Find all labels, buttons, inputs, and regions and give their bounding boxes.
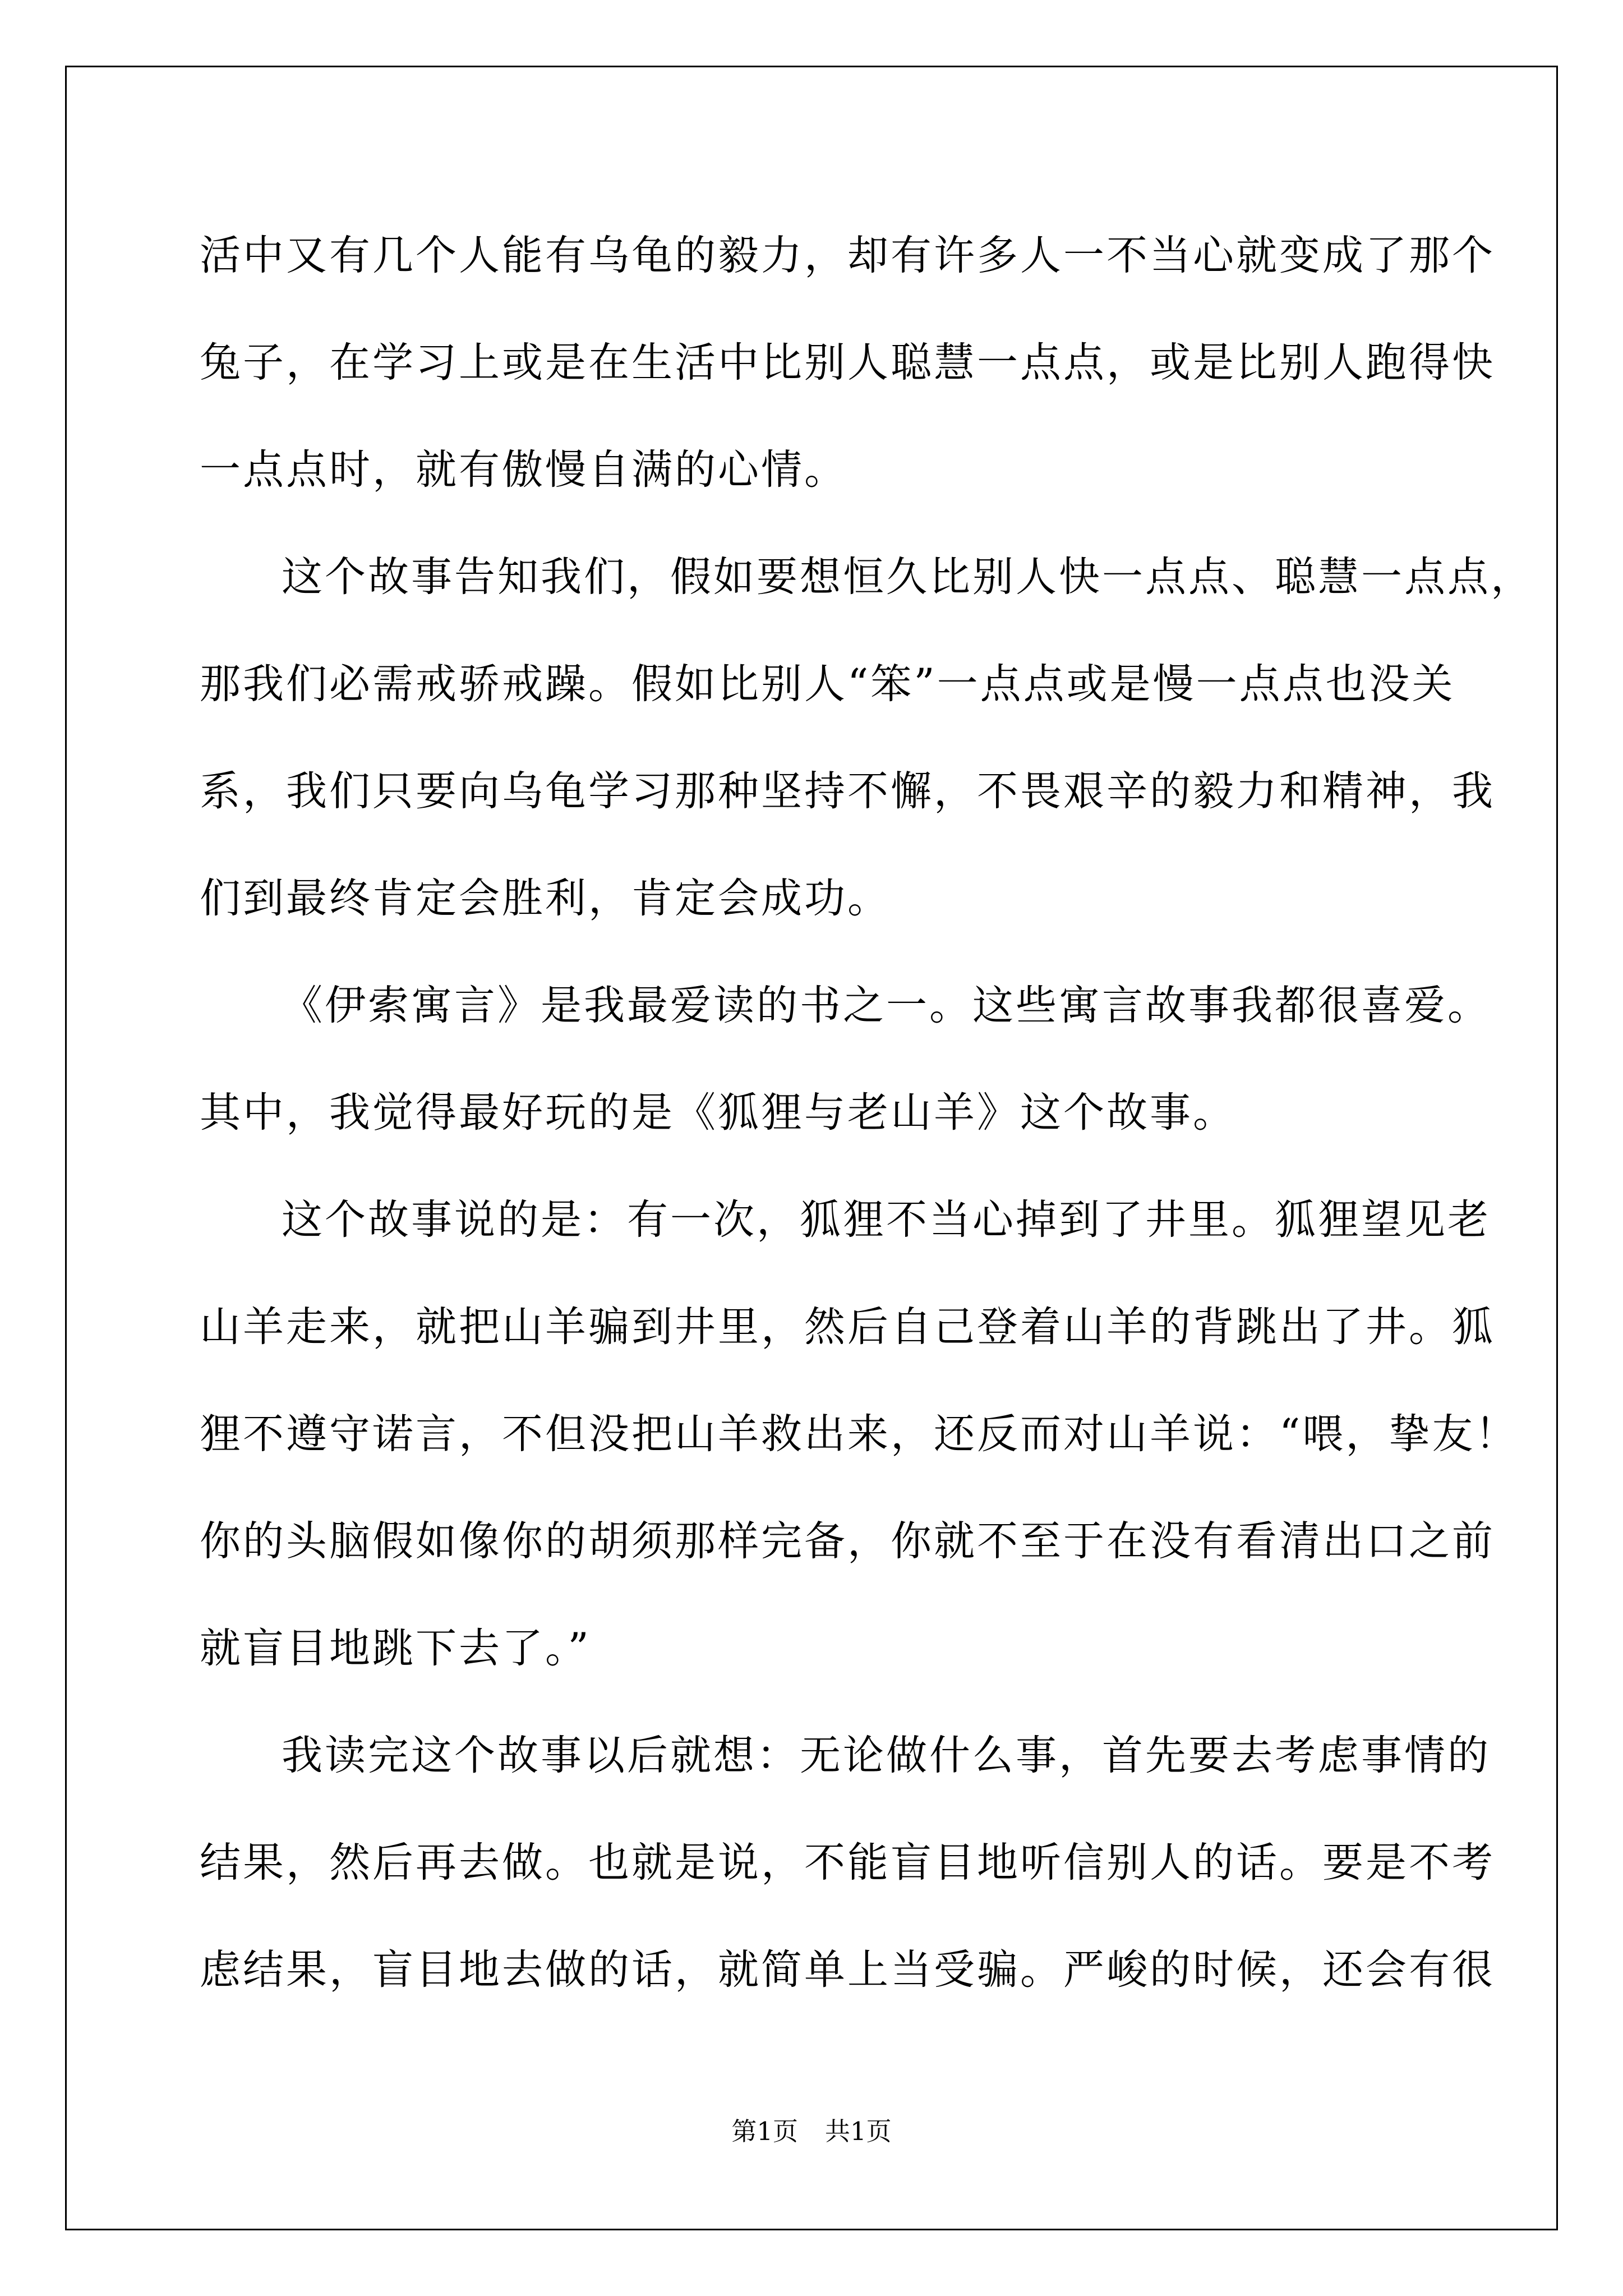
text-line: 我读完这个故事以后就想：无论做什么事，首先要去考虑事情的: [282, 1732, 1491, 1779]
text-line: 活中又有几个人能有乌龟的毅力，却有许多人一不当心就变成了那个: [200, 232, 1495, 279]
text-block: [200, 202, 1534, 2023]
text-line: 兔子，在学习上或是在生活中比别人聪慧一点点，或是比别人跑得快: [200, 339, 1495, 386]
text-line: 这个故事告知我们，假如要想恒久比别人快一点点、聪慧一点点，: [282, 553, 1534, 601]
document-body: [200, 202, 1534, 2023]
page-total: 共1页: [825, 2116, 892, 2146]
page-number: 第1页: [731, 2116, 798, 2146]
text-line: 就盲目地跳下去了。”: [200, 1625, 591, 1672]
text-line: 这个故事说的是：有一次，狐狸不当心掉到了井里。狐狸望见老: [282, 1196, 1491, 1244]
page-footer: [0, 2115, 1623, 2148]
text-line: 其中，我觉得最好玩的是《狐狸与老山羊》这个故事。: [200, 1089, 1236, 1137]
text-line: 狸不遵守诺言，不但没把山羊救出来，还反而对山羊说：“喂，挚友！: [200, 1410, 1519, 1458]
text-line: 们到最终肯定会胜利，肯定会成功。: [200, 875, 891, 922]
text-line: 那我们必需戒骄戒躁。假如比别人“笨”一点点或是慢一点点也没关: [200, 660, 1455, 708]
text-line: 系，我们只要向乌龟学习那种坚持不懈，不畏艰辛的毅力和精神，我: [200, 767, 1495, 815]
text-line: 山羊走来，就把山羊骗到井里，然后自己登着山羊的背跳出了井。狐: [200, 1303, 1495, 1351]
text-line: 你的头脑假如像你的胡须那样完备，你就不至于在没有看清出口之前: [200, 1517, 1495, 1565]
text-line: 结果，然后再去做。也就是说，不能盲目地听信别人的话。要是不考: [200, 1839, 1495, 1887]
text-line: 一点点时，就有傲慢自满的心情。: [200, 446, 847, 494]
text-line: 虑结果，盲目地去做的话，就简单上当受骗。严峻的时候，还会有很: [200, 1946, 1495, 1994]
text-line: 《伊索寓言》是我最爱读的书之一。这些寓言故事我都很喜爱。: [282, 982, 1491, 1029]
